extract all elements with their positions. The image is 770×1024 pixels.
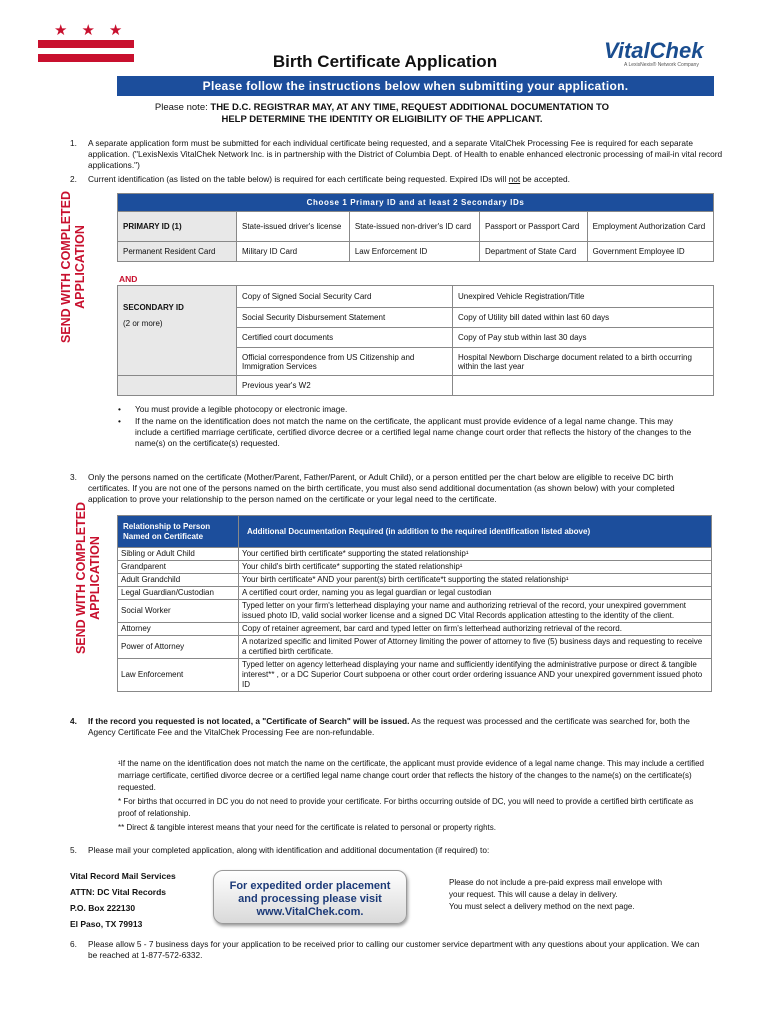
secondary-id-cell: Official correspondence from US Citizenship and Immigration Services: [237, 348, 453, 376]
primary-id-cell: State-issued driver's license: [237, 212, 350, 242]
note-bold-2: HELP DETERMINE THE IDENTITY OR ELIGIBILITY OF THE APPLICANT.: [221, 114, 543, 125]
registrar-note: [117, 102, 647, 126]
dc-flag-bar-top: [38, 40, 134, 48]
item-2-text-b: be accepted.: [520, 174, 570, 184]
item-4-rest: As the request was processed and the certificate was searched for, both the Agency Certificate Fee and the VitalChek Processing Fee are non-refundable.: [88, 716, 690, 737]
side-label-2-text: [74, 498, 102, 658]
secondary-id-cell: Previous year's W2: [237, 376, 453, 396]
dc-flag-bar-bottom: [38, 54, 134, 62]
and-label: AND: [119, 274, 138, 284]
primary-id-cell: Department of State Card: [480, 242, 588, 262]
side-label-1-text: [59, 187, 87, 347]
address-line-1: Vital Record Mail Services: [70, 871, 176, 881]
rel-doc: A certified court order, naming you as legal guardian or legal custodian: [239, 587, 712, 600]
relationship-table: [117, 515, 712, 692]
mail-address: [70, 868, 176, 932]
side-label-1: [28, 190, 118, 344]
mail-note: [449, 877, 719, 913]
item-1-text: A separate application form must be submitted for each individual certificate being requested, and a separate VitalChek Processing Fee is required for each separate application. ("LexisNexis VitalChek Network Inc. is in partnership with the District of Columbia Dept. of Health to enable enhanced electronic processing of mail-in vital record applications."): [88, 138, 723, 170]
vitalchek-website-callout[interactable]: [213, 870, 407, 924]
primary-id-cell: State-issued non-driver's ID card: [349, 212, 479, 242]
rel-doc: Typed letter on agency letterhead displaying your name and sufficiently identifying the administrative purpose or direct & tangible interest** , or a DC Superior Court subpoena or other court order ordering issuance AND your unexpired government issued photo ID: [239, 659, 712, 692]
item-2-not: not: [508, 174, 521, 184]
secondary-id-cell: Copy of Pay stub within last 30 days: [453, 328, 714, 348]
secondary-id-label: SECONDARY ID: [123, 303, 184, 312]
rel-header-relationship: Relationship to Person Named on Certificate: [118, 516, 239, 548]
rel-doc: Your certified birth certificate* supporting the stated relationship¹: [239, 548, 712, 561]
secondary-id-cell: [453, 376, 714, 396]
rel-name: Sibling or Adult Child: [118, 548, 239, 561]
primary-id-cell: Permanent Resident Card: [118, 242, 237, 262]
footnote-2: * For births that occurred in DC you do not need to provide your certificate. For births occurring outside of DC, you will need to provide a certified birth certificate as proof of relationship.: [118, 797, 694, 818]
side-label-1-line1: SEND WITH COMPLETED: [59, 190, 73, 344]
item-2-number: 2.: [70, 174, 77, 184]
rel-name: Legal Guardian/Custodian: [118, 587, 239, 600]
rel-doc: Your child's birth certificate* supporting the stated relationship¹: [239, 561, 712, 574]
rel-name: Grandparent: [118, 561, 239, 574]
item-1-number: 1.: [70, 138, 77, 148]
note-prefix: Please note:: [154, 102, 211, 113]
callout-line-2: and processing please visit: [238, 893, 382, 905]
item-3-text: Only the persons named on the certificate (Mother/Parent, Father/Parent, or Adult Child), or a person entitled per the chart below are eligible to receive DC birth certificates. If you are not one of the persons named on the birth certificate, you must also send additional documentation (as shown below) with your completed application to prove your relationship to the person named on the certificate or your legal need to the certificate.: [88, 472, 675, 504]
rel-doc: Typed letter on your firm's letterhead displaying your name and authorizing retrieval of the record, your unexpired government issued photo ID, valid social worker license and a signed DC Vital Records application attesting to the identity of the client.: [239, 600, 712, 623]
bullet-marker: •: [118, 416, 121, 426]
id-table: [117, 193, 714, 262]
item-2-text: [88, 174, 724, 185]
item-3-number: 3.: [70, 472, 77, 482]
rel-doc: Your birth certificate* AND your parent(s) birth certificate*t supporting the stated relationship¹: [239, 574, 712, 587]
primary-id-cell: Passport or Passport Card: [480, 212, 588, 242]
side-label-1-line2: APPLICATION: [73, 225, 87, 309]
mail-note-line-1: Please do not include a pre-paid express mail envelope with: [449, 878, 663, 887]
item-2-text-a: Current identification (as listed on the table below) is required for each certificate being requested. Expired IDs will: [88, 174, 509, 184]
primary-id-cell: Military ID Card: [237, 242, 350, 262]
secondary-id-cell: Unexpired Vehicle Registration/Title: [453, 286, 714, 308]
item-4-number: 4.: [70, 716, 77, 726]
secondary-id-label-cell: [118, 286, 237, 376]
address-line-4: El Paso, TX 79913: [70, 919, 143, 929]
item-4-text: [88, 716, 718, 738]
rel-name: Law Enforcement: [118, 659, 239, 692]
address-line-3: P.O. Box 222130: [70, 903, 136, 913]
bullet-2: If the name on the identification does not match the name on the certificate, the applicant must provide evidence of a legal name change. This may include a certified marriage certificate, certified divorce decree or a certified legal name change court order that reflects the history of the changes to the name(s) on the certificate(s) requested.: [135, 416, 692, 448]
mail-note-line-3: You must select a delivery method on the next page.: [449, 902, 635, 911]
secondary-id-count: (2 or more): [123, 319, 163, 328]
primary-id-label: PRIMARY ID (1): [118, 212, 237, 242]
secondary-id-cell: Hospital Newborn Discharge document related to a birth occurring within the last year: [453, 348, 714, 376]
rel-name: Adult Grandchild: [118, 574, 239, 587]
callout-link[interactable]: www.VitalChek.com.: [256, 906, 364, 918]
address-line-2: ATTN: DC Vital Records: [70, 887, 167, 897]
secondary-id-table: [117, 285, 714, 396]
rel-doc: Copy of retainer agreement, bar card and typed letter on firm's letterhead authorizing retrieval of the record.: [239, 623, 712, 636]
footnote-1: ¹If the name on the identification does not match the name on the certificate, the applicant must provide evidence of a legal name change. This may include a certified marriage certificate, certified divorce decree or a certified legal name change court order that reflects the history of the changes to the name(s) on the certificate(s) requested.: [118, 759, 704, 792]
mail-note-line-2: your request. This will cause a delay in delivery.: [449, 890, 618, 899]
secondary-id-cell: Copy of Utility bill dated within last 60 days: [453, 308, 714, 328]
footnote-3: ** Direct & tangible interest means that your need for the certificate is related to personal or property rights.: [118, 823, 496, 832]
item-6-number: 6.: [70, 939, 77, 949]
vitalchek-logo: [604, 38, 714, 74]
item-5-text: Please mail your completed application, along with identification and additional documentation (if required) to:: [88, 845, 490, 855]
secondary-id-cell: Certified court documents: [237, 328, 453, 348]
secondary-id-cell: Copy of Signed Social Security Card: [237, 286, 453, 308]
rel-name: Power of Attorney: [118, 636, 239, 659]
logo-subtitle: A LexisNexis® Network Company: [624, 62, 699, 68]
item-6-text: Please allow 5 - 7 business days for your application to be received prior to calling our customer service department with any questions about your application. We can be reached at 1-877-572-6332.: [88, 939, 700, 960]
primary-id-cell: Government Employee ID: [587, 242, 713, 262]
secondary-id-cell: Social Security Disbursement Statement: [237, 308, 453, 328]
rel-header-documentation: Additional Documentation Required (in addition to the required identification listed above): [239, 516, 712, 548]
logo-text: VitalChek: [604, 38, 704, 63]
choose-ids-header: Choose 1 Primary ID and at least 2 Secondary IDs: [118, 194, 714, 212]
instructions-banner: Please follow the instructions below when submitting your application.: [117, 76, 714, 96]
item-4-bold: If the record you requested is not located, a "Certificate of Search" will be issued.: [88, 716, 410, 726]
primary-id-cell: Law Enforcement ID: [349, 242, 479, 262]
side-label-2-line1: SEND WITH COMPLETED: [74, 501, 88, 655]
note-bold-1: THE D.C. REGISTRAR MAY, AT ANY TIME, REQUEST ADDITIONAL DOCUMENTATION TO: [210, 102, 610, 113]
item-5-number: 5.: [70, 845, 77, 855]
page-title: Birth Certificate Application: [272, 52, 498, 71]
side-label-2-line2: APPLICATION: [88, 536, 102, 620]
rel-name: Attorney: [118, 623, 239, 636]
rel-name: Social Worker: [118, 600, 239, 623]
primary-id-cell: Employment Authorization Card: [587, 212, 713, 242]
dc-flag-stars: ★★★: [54, 22, 137, 39]
callout-line-1: For expedited order placement: [229, 880, 391, 892]
rel-doc: A notarized specific and limited Power of Attorney limiting the power of attorney to five (5) business days and requesting to receive a certified birth certificate.: [239, 636, 712, 659]
bullet-1: You must provide a legible photocopy or electronic image.: [135, 404, 348, 414]
bullet-marker: •: [118, 404, 121, 414]
secondary-id-empty: [118, 376, 237, 396]
